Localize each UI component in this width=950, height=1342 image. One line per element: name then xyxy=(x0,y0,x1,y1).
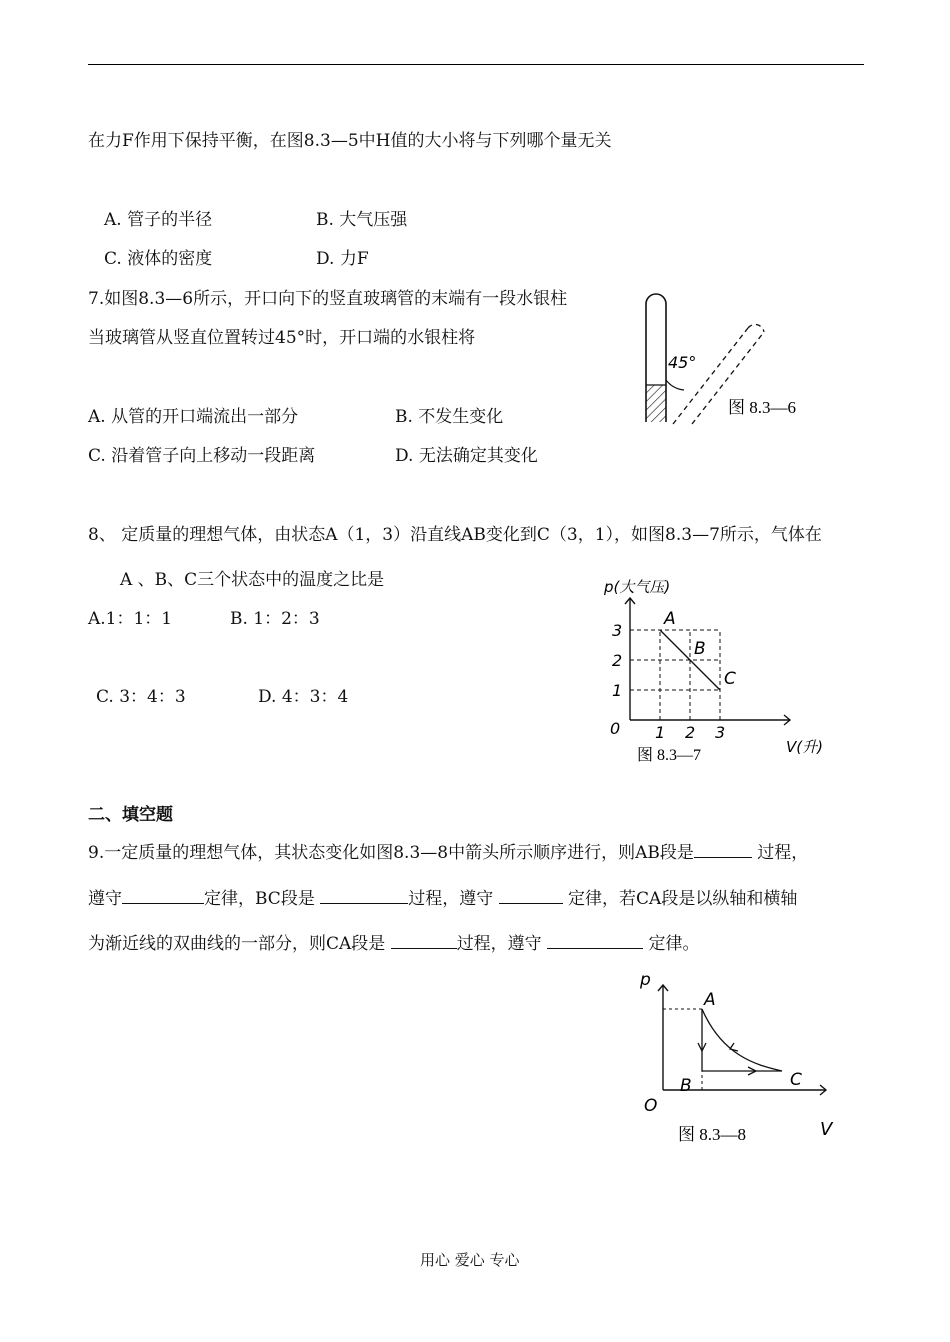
x-tick-label: 2 xyxy=(685,723,696,742)
fig8-point-b: B xyxy=(680,1076,692,1096)
y-tick-label: 2 xyxy=(612,651,623,670)
point-label-B: B xyxy=(694,639,706,659)
q7-option-c: C. 沿着管子向上移动一段距离 xyxy=(88,446,316,466)
fig8-x-label: V xyxy=(820,1119,833,1140)
q9-line3 xyxy=(88,929,700,954)
q9-blank-ca-law[interactable] xyxy=(547,930,643,949)
mercury-column xyxy=(646,385,666,422)
arrow-ca xyxy=(730,1043,738,1051)
fig8-origin: O xyxy=(644,1096,658,1116)
chart-origin: 0 xyxy=(610,719,621,738)
q9-blank-bc-process[interactable] xyxy=(320,885,408,904)
q9-line1-prefix: 9.一定质量的理想气体，其状态变化如图8.3—8中箭头所示顺序进行，则AB段是 xyxy=(88,843,694,863)
fig8-point-c: C xyxy=(790,1070,802,1090)
page-footer: 用心 爱心 专心 xyxy=(420,1251,520,1269)
q9-line3-text-a: 为渐近线的双曲线的一部分，则CA段是 xyxy=(88,934,391,954)
q9-line3-text-b: 过程，遵守 xyxy=(456,934,548,954)
process-path xyxy=(698,1009,782,1075)
figure-8-3-7-caption: 图 8.3—7 xyxy=(637,747,702,764)
q7-stem-line2: 当玻璃管从竖直位置转过45°时，开口端的水银柱将 xyxy=(88,328,476,348)
x-tick-label: 3 xyxy=(715,723,726,742)
q9-blank-ab-process[interactable] xyxy=(694,839,752,858)
angle-label: 45° xyxy=(668,353,697,372)
section-title: 二、填空题 xyxy=(88,805,173,825)
header-rule xyxy=(88,64,864,65)
point-label-A: A xyxy=(664,609,676,629)
fig8-y-label: p xyxy=(640,970,651,990)
chart-x-label: V(升) xyxy=(786,738,823,756)
q7-option-b: B. 不发生变化 xyxy=(395,407,504,427)
q7-stem-line1: 7.如图8.3—6所示，开口向下的竖直玻璃管的末端有一段水银柱 xyxy=(88,289,568,309)
figure-8-3-8 xyxy=(630,965,850,1150)
q8-stem-line2: A 、B、C三个状态中的温度之比是 xyxy=(120,570,385,590)
q9-line2-text-b: 定律，BC段是 xyxy=(204,889,321,909)
q8-stem-line1: 8、 定质量的理想气体，由状态A（1，3）沿直线AB变化到C（3，1），如图8.3—7所示，气体在 xyxy=(88,525,822,545)
q9-blank-ab-law[interactable] xyxy=(122,885,204,904)
q9-line1-suffix: 过程， xyxy=(751,843,809,863)
q6-option-b: B. 大气压强 xyxy=(316,210,408,230)
q9-line3-text-c: 定律。 xyxy=(643,934,700,954)
q8-option-b: B. 1：2：3 xyxy=(230,609,320,629)
figure-8-3-6-caption: 图 8.3—6 xyxy=(728,398,796,417)
q7-option-a: A. 从管的开口端流出一部分 xyxy=(88,407,299,427)
q6-stem: 在力F作用下保持平衡，在图8.3—5中H值的大小将与下列哪个量无关 xyxy=(88,131,612,151)
x-tick-label: 1 xyxy=(655,723,666,742)
q9-line2-text-a: 遵守 xyxy=(88,889,122,909)
fig8-point-a: A xyxy=(704,990,716,1010)
q9-line2-text-c: 过程，遵守 xyxy=(408,889,499,909)
q9-line2-text-d: 定律，若CA段是以纵轴和横轴 xyxy=(562,889,798,909)
figure-8-3-7 xyxy=(590,570,850,770)
q8-option-a: A.1：1：1 xyxy=(88,609,173,629)
point-label-C: C xyxy=(724,669,736,689)
q9-line1 xyxy=(88,838,808,863)
q8-option-d: D. 4：3：4 xyxy=(258,687,349,707)
q9-blank-ca-process[interactable] xyxy=(391,930,457,949)
y-tick-label: 1 xyxy=(612,681,623,700)
q8-option-c: C. 3：4：3 xyxy=(96,687,186,707)
q6-option-c: C. 液体的密度 xyxy=(104,249,213,269)
q7-option-d: D. 无法确定其变化 xyxy=(395,446,538,466)
chart-y-label: p(大气压) xyxy=(604,578,671,596)
q9-blank-bc-law[interactable] xyxy=(499,885,563,904)
segment-ca xyxy=(702,1009,782,1071)
figure-8-3-6 xyxy=(630,290,830,430)
q6-option-a: A. 管子的半径 xyxy=(104,210,213,230)
q9-line2 xyxy=(88,884,797,909)
y-tick-label: 3 xyxy=(612,621,623,640)
q6-option-d: D. 力F xyxy=(316,249,369,269)
figure-8-3-8-caption: 图 8.3—8 xyxy=(678,1125,746,1144)
